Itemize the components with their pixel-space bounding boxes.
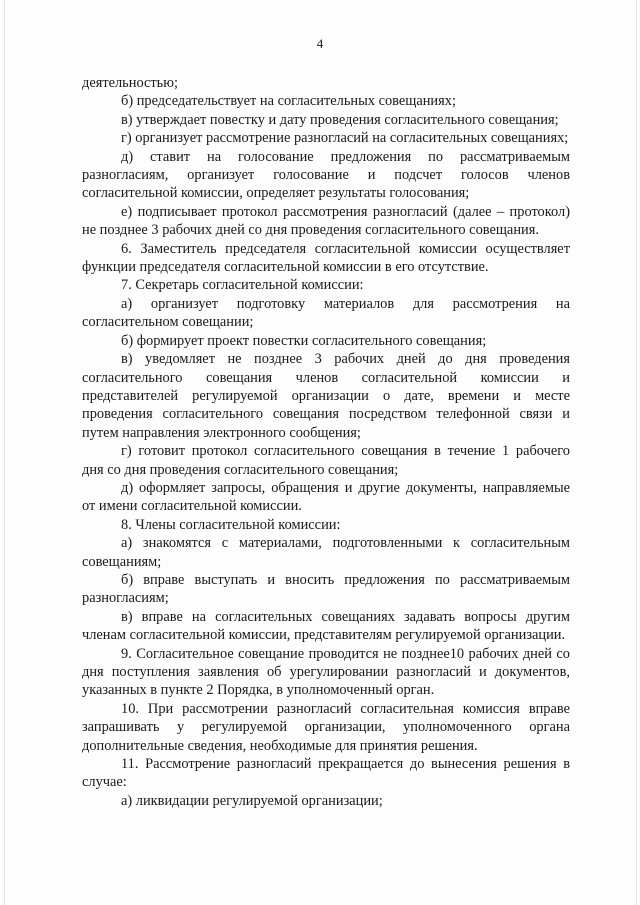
paragraph: в) вправе на согласительных совещаниях задавать вопросы другим членам согласительной комиссии, представителям регулируемой организации. — [82, 608, 570, 644]
paragraph: в) утверждает повестку и дату проведения согласительного совещания; — [121, 111, 559, 128]
paragraph: а) организует подготовку материалов для рассмотрения на согласительном совещании; — [82, 295, 570, 331]
paragraph: д) оформляет запросы, обращения и другие документы, направляемые от имени согласительной комиссии. — [82, 479, 570, 515]
page-number: 4 — [316, 36, 324, 51]
paragraph: а) знакомятся с материалами, подготовленными к согласительным совещаниям; — [82, 535, 570, 570]
paragraph: 11. Рассмотрение разногласий прекращается до вынесения решения в случае: — [82, 756, 570, 791]
paragraph: 7. Секретарь согласительной комиссии: — [121, 277, 364, 294]
scan-edge-right — [636, 0, 637, 905]
paragraph: 6. Заместитель председателя согласительной комиссии осуществляет функции председателя согласительной комиссии в его отсутствие. — [82, 240, 570, 276]
paragraph: а) ликвидации регулируемой организации; — [121, 792, 383, 809]
paragraph: 9. Согласительное совещание проводится не позднее10 рабочих дней со дня поступления заявления об урегулировании разногласий и документов, указанных в пункте 2 Порядка, в уполномоченный орган. — [82, 645, 570, 699]
paragraph: е) подписывает протокол рассмотрения разногласий (далее – протокол) не позднее 3 рабочих дней со дня проведения согласительного совещания. — [82, 203, 570, 239]
document-body — [82, 74, 570, 810]
paragraph: 10. При рассмотрении разногласий согласительная комиссия вправе запрашивать у регулируемой организации, уполномоченного органа дополнительные сведения, необходимые для принятия решения. — [82, 700, 570, 754]
paragraph: б) вправе выступать и вносить предложения по рассматриваемым разногласиям; — [82, 571, 570, 607]
paragraph: в) уведомляет не позднее 3 рабочих дней до дня проведения согласительного совещания членов согласительной комиссии и представителей регулируемой организации о дате, времени и месте проведения согласительного совещания посредством телефонной связи и путем направления электронного сообщения; — [82, 351, 570, 441]
paragraph: 8. Члены согласительной комиссии: — [121, 516, 341, 533]
paragraph: г) организует рассмотрение разногласий на согласительных совещаниях; — [121, 130, 569, 147]
paragraph: деятельностью; — [82, 75, 178, 91]
paragraph: б) формирует проект повестки согласительного совещания; — [121, 332, 487, 349]
paragraph: г) готовит протокол согласительного совещания в течение 1 рабочего дня со дня проведения согласительного совещания; — [82, 443, 570, 478]
paragraph: д) ставит на голосование предложения по рассматриваемым разногласиям, организует голосование и подсчет голосов членов согласительной комиссии, определяет результаты голосования; — [82, 148, 570, 202]
scan-edge-left — [4, 0, 5, 905]
paragraph: б) председательствует на согласительных совещаниях; — [121, 93, 456, 110]
